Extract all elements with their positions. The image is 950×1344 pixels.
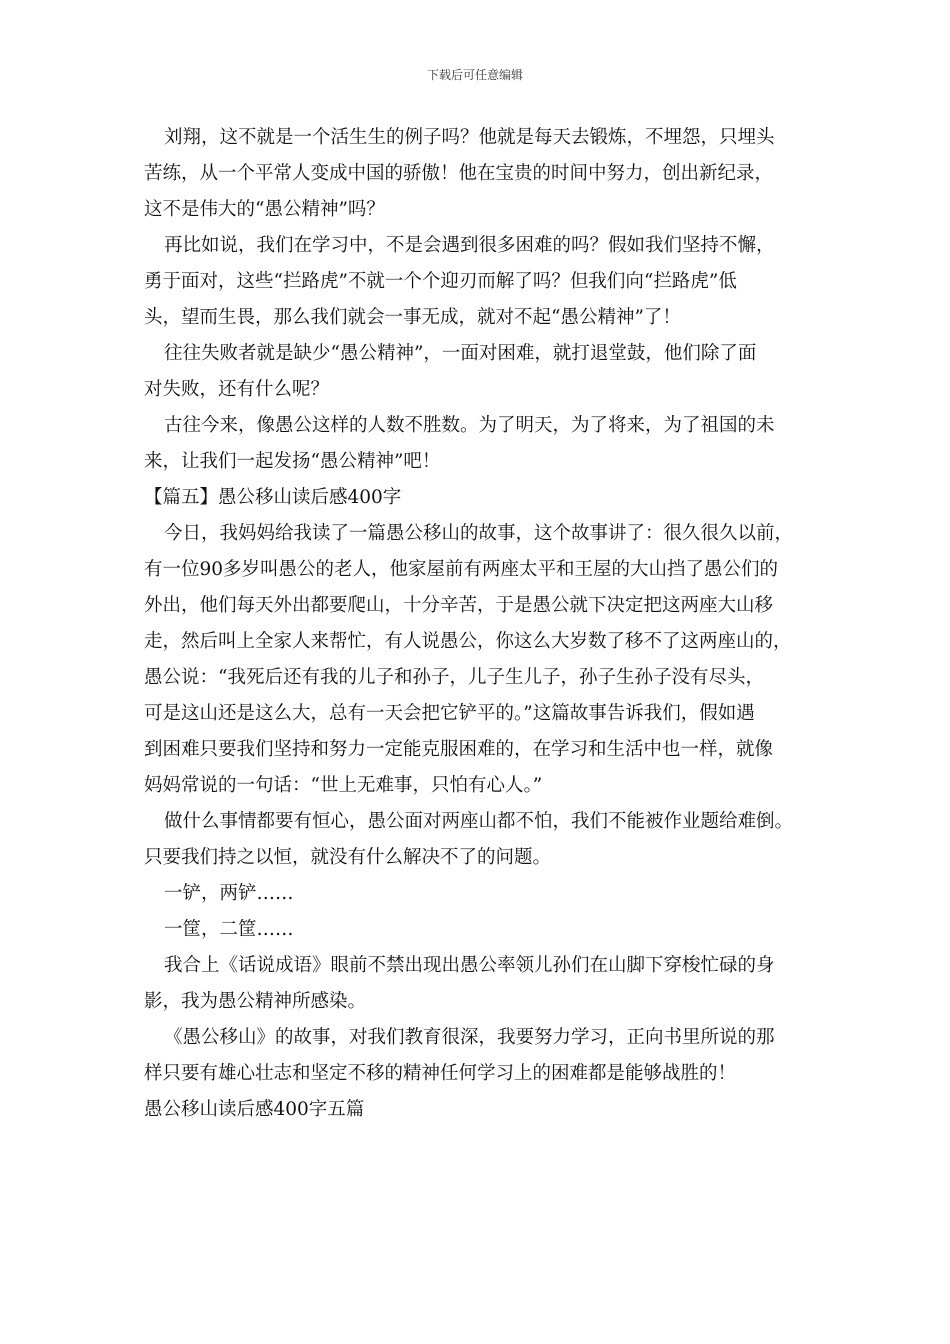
text-line: 古往今来，像愚公这样的人数不胜数。为了明天，为了将来，为了祖国的未 [164,415,775,436]
text-line: 这不是伟大的“愚公精神”吗？ [144,199,385,220]
text-line: 只要我们持之以恒，就没有什么解决不了的问题。 [144,847,552,868]
text-line: 【篇五】愚公移山读后感400字 [144,487,402,508]
text-line: 来，让我们一起发扬“愚公精神”吧！ [144,451,441,472]
document-body [144,126,814,1134]
text-line: 一铲，两铲…… [164,883,294,904]
text-line: 走，然后叫上全家人来帮忙，有人说愚公，你这么大岁数了移不了这两座山的， [144,631,792,652]
text-line: 刘翔，这不就是一个活生生的例子吗？他就是每天去锻炼，不埋怨，只埋头 [164,127,775,148]
text-line: 外出，他们每天外出都要爬山，十分辛苦，于是愚公就下决定把这两座大山移 [144,595,774,616]
text-line: 头，望而生畏，那么我们就会一事无成，就对不起“愚公精神”了！ [144,307,681,328]
text-line: 到困难只要我们坚持和努力一定能克服困难的，在学习和生活中也一样，就像 [144,739,774,760]
page-header: 下载后可任意编辑 [426,68,523,82]
text-line: 对失败，还有什么呢？ [144,379,330,400]
text-line: 苦练，从一个平常人变成中国的骄傲！他在宝贵的时间中努力，创出新纪录， [144,163,774,184]
text-line: 再比如说，我们在学习中，不是会遇到很多困难的吗？假如我们坚持不懈， [164,235,775,256]
text-line: 愚公说：“我死后还有我的儿子和孙子，儿子生儿子，孙子生孙子没有尽头， [144,667,764,688]
text-line: 愚公移山读后感400字五篇 [144,1099,365,1120]
text-line: 有一位90多岁叫愚公的老人，他家屋前有两座太平和王屋的大山挡了愚公们的 [144,559,779,580]
text-line: 样只要有雄心壮志和坚定不移的精神任何学习上的困难都是能够战胜的！ [144,1063,737,1084]
text-line: 可是这山还是这么大，总有一天会把它铲平的。”这篇故事告诉我们，假如遇 [144,703,755,724]
text-line: 我合上《话说成语》眼前不禁出现出愚公率领儿孙们在山脚下穿梭忙碌的身 [164,955,775,976]
text-line: 勇于面对，这些“拦路虎”不就一个个迎刃而解了吗？但我们向“拦路虎”低 [144,271,737,292]
text-line: 往往失败者就是缺少“愚公精神”，一面对困难，就打退堂鼓，他们除了面 [164,343,757,364]
text-line: 一筐，二筐…… [164,919,294,940]
text-line: 做什么事情都要有恒心，愚公面对两座山都不怕，我们不能被作业题给难倒。 [164,811,794,832]
text-line: 影，我为愚公精神所感染。 [144,991,367,1012]
text-line: 妈妈常说的一句话：“世上无难事，只怕有心人。” [144,775,543,796]
text-line: 今日，我妈妈给我读了一篇愚公移山的故事，这个故事讲了：很久很久以前， [164,523,794,544]
text-line: 《愚公移山》的故事，对我们教育很深，我要努力学习，正向书里所说的那 [164,1027,775,1048]
